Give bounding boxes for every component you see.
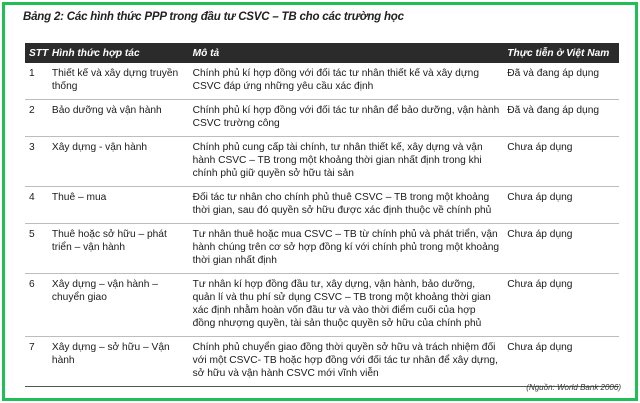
cell-stt: 2 <box>25 100 48 137</box>
cell-practice: Chưa áp dụng <box>503 274 619 337</box>
document-frame <box>2 2 638 401</box>
header-description: Mô tả <box>189 43 504 63</box>
table-row <box>25 100 619 137</box>
cell-stt: 6 <box>25 274 48 337</box>
cell-form: Thuê – mua <box>48 187 189 224</box>
cell-practice: Chưa áp dụng <box>503 337 619 387</box>
cell-description: Chính phủ kí hợp đồng với đối tác tư nhân để bảo dưỡng, vận hành CSVC trường công <box>189 100 504 137</box>
source-note: (Nguồn: World Bank 2006) <box>526 383 621 392</box>
table-row <box>25 63 619 100</box>
cell-form: Xây dựng – vận hành – chuyển giao <box>48 274 189 337</box>
header-practice: Thực tiễn ở Việt Nam <box>503 43 619 63</box>
cell-practice: Chưa áp dụng <box>503 137 619 187</box>
cell-stt: 4 <box>25 187 48 224</box>
cell-form: Thuê hoặc sở hữu – phát triển – vận hành <box>48 224 189 274</box>
cell-stt: 1 <box>25 63 48 100</box>
cell-description: Chính phủ chuyển giao đồng thời quyền sở hữu và trách nhiệm đối với một CSVC- TB hoặc hợp đồng với đối tác tư nhân để xây dựng, sở hữu và vận hành CSVC mới vĩnh viễn <box>189 337 504 387</box>
cell-description: Đối tác tư nhân cho chính phủ thuê CSVC – TB trong một khoảng thời gian, sau đó quyền sở hữu được xác định thuộc về chính phủ <box>189 187 504 224</box>
cell-stt: 3 <box>25 137 48 187</box>
cell-form: Thiết kế và xây dựng truyền thống <box>48 63 189 100</box>
table-header-row <box>25 43 619 63</box>
header-form: Hình thức hợp tác <box>48 43 189 63</box>
cell-practice: Đã và đang áp dụng <box>503 100 619 137</box>
cell-practice: Đã và đang áp dụng <box>503 63 619 100</box>
cell-stt: 7 <box>25 337 48 387</box>
table-row <box>25 187 619 224</box>
cell-form: Xây dựng - vận hành <box>48 137 189 187</box>
ppp-table <box>25 43 619 387</box>
cell-description: Chính phủ cung cấp tài chính, tư nhân thiết kế, xây dựng và vận hành CSVC – TB trong một khoảng thời gian nhất định trong khi chính phủ giữ quyền sở hữu tài sản <box>189 137 504 187</box>
table-title: Bảng 2: Các hình thức PPP trong đầu tư CSVC – TB cho các trường học <box>23 11 404 23</box>
table-row <box>25 337 619 387</box>
cell-description: Tư nhân kí hợp đồng đầu tư, xây dựng, vận hành, bảo dưỡng, quản lí và thu phí sử dụng CSVC – TB trong một khoảng thời gian xác định nhằm hoàn vốn đầu tư và vào thời điểm cuối của hợp đồng nhượng quyền, tài sản thuộc quyền sở hữu của chính phủ <box>189 274 504 337</box>
header-stt: STT <box>25 43 48 63</box>
cell-form: Bảo dưỡng và vận hành <box>48 100 189 137</box>
cell-practice: Chưa áp dụng <box>503 187 619 224</box>
cell-practice: Chưa áp dụng <box>503 224 619 274</box>
cell-description: Tư nhân thuê hoặc mua CSVC – TB từ chính phủ và phát triển, vận hành chúng trên cơ sở hợp đồng kí với chính phủ trong một khoảng thời gian nhất định <box>189 224 504 274</box>
table-row <box>25 274 619 337</box>
cell-stt: 5 <box>25 224 48 274</box>
table-row <box>25 224 619 274</box>
cell-form: Xây dựng – sở hữu – Vận hành <box>48 337 189 387</box>
cell-description: Chính phủ kí hợp đồng với đối tác tư nhân thiết kế và xây dựng CSVC đáp ứng những yêu cầu xác định <box>189 63 504 100</box>
table-row <box>25 137 619 187</box>
